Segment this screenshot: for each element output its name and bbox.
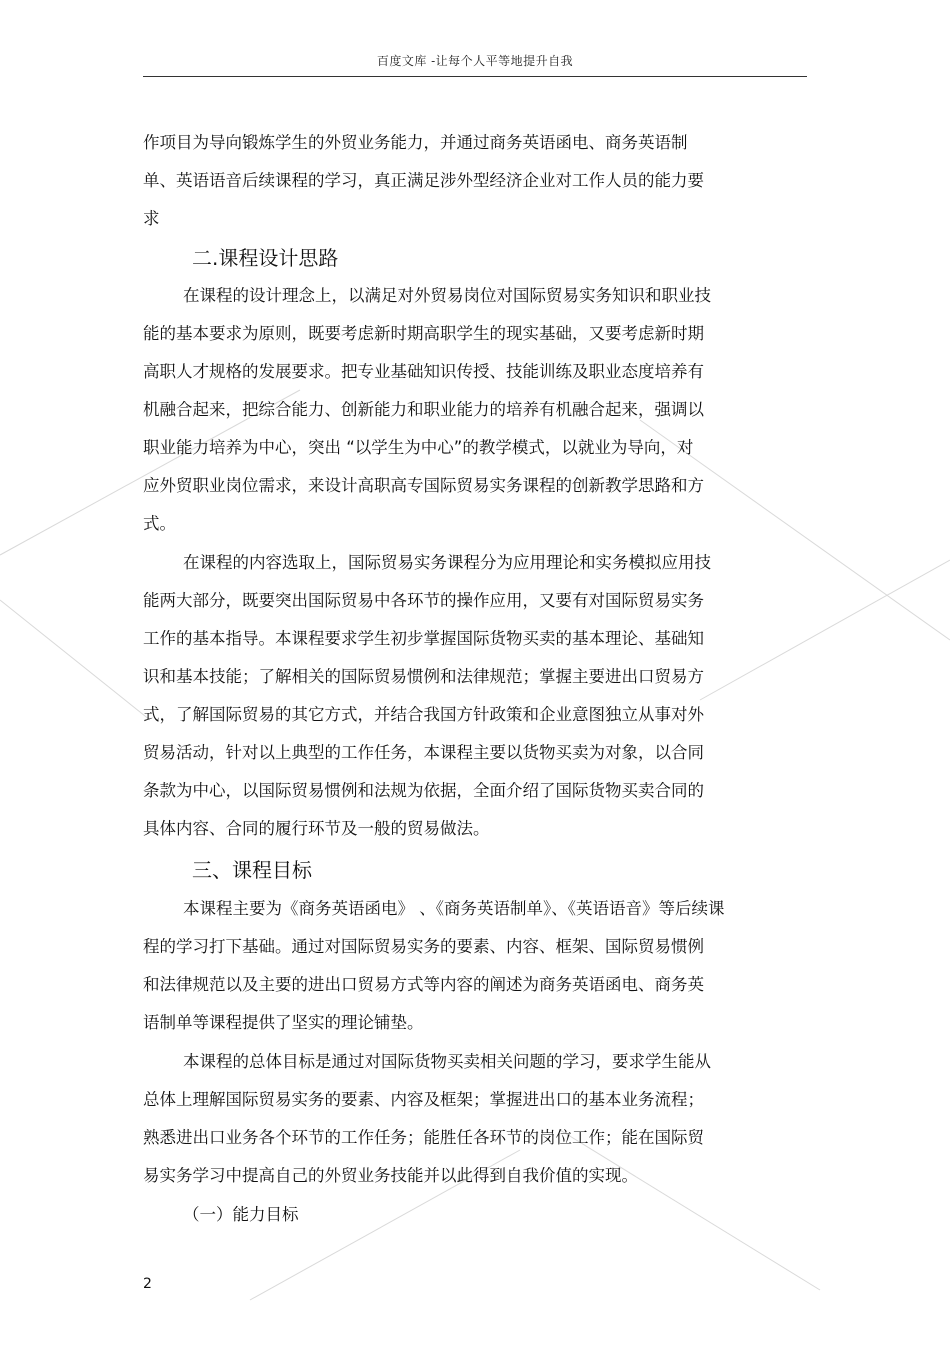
header-divider bbox=[143, 76, 807, 77]
paragraph-line: 具体内容、合同的履行环节及一般的贸易做法。 bbox=[143, 819, 490, 838]
paragraph-line: 应外贸职业岗位需求，来设计高职高专国际贸易实务课程的创新教学思路和方 bbox=[143, 476, 704, 495]
paragraph-line: 条款为中心，以国际贸易惯例和法规为依据，全面介绍了国际货物买卖合同的 bbox=[143, 781, 704, 800]
paragraph-line: 式，了解国际贸易的其它方式，并结合我国方针政策和企业意图独立从事对外 bbox=[143, 705, 704, 724]
paragraph-line: 单、英语语音后续课程的学习，真正满足涉外型经济企业对工作人员的能力要 bbox=[143, 171, 704, 190]
paragraph-line: 作项目为导向锻炼学生的外贸业务能力，并通过商务英语函电、商务英语制 bbox=[143, 133, 688, 152]
paragraph-line: 求 bbox=[143, 209, 160, 228]
paragraph-line: 熟悉进出口业务各个环节的工作任务；能胜任各环节的岗位工作；能在国际贸 bbox=[143, 1128, 704, 1147]
page-header: 百度文库 -让每个人平等地提升自我 bbox=[376, 54, 574, 68]
paragraph-line: 工作的基本指导。本课程要求学生初步掌握国际货物买卖的基本理论、基础知 bbox=[143, 629, 704, 648]
paragraph-line: 识和基本技能；了解相关的国际贸易惯例和法律规范；掌握主要进出口贸易方 bbox=[143, 667, 704, 686]
paragraph-line: 本课程的总体目标是通过对国际货物买卖相关问题的学习，要求学生能从 bbox=[183, 1052, 711, 1071]
subsection-heading: （一）能力目标 bbox=[183, 1205, 299, 1224]
paragraph-line: 在课程的内容选取上，国际贸易实务课程分为应用理论和实务模拟应用技 bbox=[183, 553, 711, 572]
paragraph-line: 能的基本要求为原则，既要考虑新时期高职学生的现实基础，又要考虑新时期 bbox=[143, 324, 704, 343]
paragraph-line: 高职人才规格的发展要求。把专业基础知识传授、技能训练及职业态度培养有 bbox=[143, 362, 704, 381]
section-heading: 三、课程目标 bbox=[192, 858, 312, 882]
paragraph-line: 在课程的设计理念上，以满足对外贸易岗位对国际贸易实务知识和职业技 bbox=[183, 286, 711, 305]
paragraph-line: 本课程主要为《商务英语函电》 、《商务英语制单》、《英语语音》等后续课 bbox=[183, 899, 725, 918]
page-number: 2 bbox=[143, 1276, 152, 1292]
paragraph-line: 机融合起来，把综合能力、创新能力和职业能力的培养有机融合起来，强调以 bbox=[143, 400, 704, 419]
paragraph-line: 贸易活动，针对以上典型的工作任务，本课程主要以货物买卖为对象，以合同 bbox=[143, 743, 704, 762]
paragraph-line: 总体上理解国际贸易实务的要素、内容及框架；掌握进出口的基本业务流程； bbox=[143, 1090, 704, 1109]
paragraph-line: 程的学习打下基础。通过对国际贸易实务的要素、内容、框架、国际贸易惯例 bbox=[143, 937, 704, 956]
paragraph-line: 语制单等课程提供了坚实的理论铺垫。 bbox=[143, 1013, 424, 1032]
paragraph-line: 式。 bbox=[143, 514, 176, 533]
paragraph-line: 和法律规范以及主要的进出口贸易方式等内容的阐述为商务英语函电、商务英 bbox=[143, 975, 704, 994]
section-heading: 二.课程设计思路 bbox=[192, 246, 339, 270]
paragraph-line: 职业能力培养为中心，突出 “以学生为中心”的教学模式，以就业为导向，对 bbox=[143, 438, 694, 457]
paragraph-line: 易实务学习中提高自己的外贸业务技能并以此得到自我价值的实现。 bbox=[143, 1166, 638, 1185]
paragraph-line: 能两大部分，既要突出国际贸易中各环节的操作应用，又要有对国际贸易实务 bbox=[143, 591, 704, 610]
